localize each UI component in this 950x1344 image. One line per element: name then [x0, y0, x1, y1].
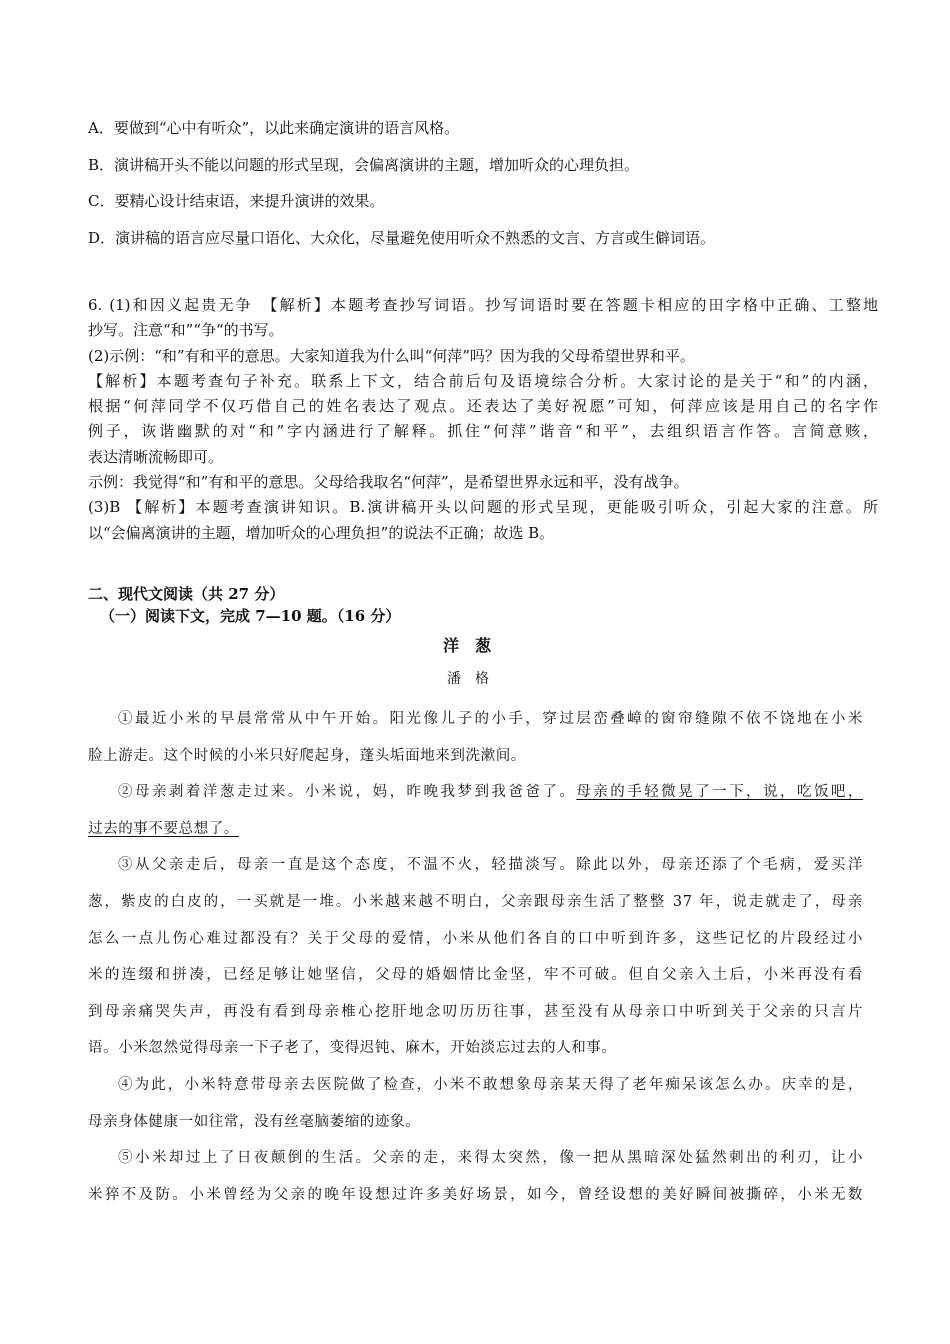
answer-line: (2)示例：“和”有和平的意思。大家知道我为什么叫“何萍”吗？因为我的父母希望世界和平。 — [88, 346, 695, 365]
paragraph-4-line: 母亲身体健康一如往常，没有丝毫脑萎缩的迹象。 — [88, 1113, 421, 1130]
option-a: A．要做到“心中有听众”，以此来确定演讲的语言风格。 — [88, 119, 460, 137]
paragraph-3-line: 葱，紫皮的白皮的，一买就是一堆。小米越来越不明白，父亲跟母亲生活了整整 37 年，说走就走了，母亲 — [88, 893, 863, 910]
article-body — [88, 701, 863, 1213]
answer-line: 抄写。注意“和”“争“的书写。 — [88, 321, 284, 340]
paragraph-5-line: ⑤小米却过上了日夜颠倒的生活。父亲的走，来得太突然，像一把从黑暗深处猛然刺出的利刃，让小 — [118, 1150, 863, 1167]
answer-line: 表达清晰流畅即可。 — [88, 447, 224, 466]
reading-section — [88, 583, 878, 627]
paragraph-2-text: ②母亲剥着洋葱走过来。小米说，妈，昨晚我梦到我爸爸了。 — [118, 784, 577, 801]
paragraph-2-line — [88, 811, 863, 848]
answer-line: 示例：我觉得“和”有和平的意思。父母给我取名“何萍”，是希望世界永远和平，没有战争。 — [88, 473, 689, 492]
answer-line: 根据“何萍同学不仅巧借自己的姓名表达了观点。还表达了美好祝愿”可知，何萍应该是用自己的名字作 — [88, 397, 878, 416]
option-d: D．演讲稿的语言应尽量口语化、大众化，尽量避免使用听众不熟悉的文言、方言或生僻词语。 — [88, 228, 716, 247]
answer-line: 6. (1)和因义起贵无争 【解析】本题考查抄写词语。抄写词语时要在答题卡相应的田字格中正确、工整地 — [88, 296, 878, 314]
answer-line: 【解析】本题考查句子补充。联系上下文，结合前后句及语境综合分析。大家讨论的是关于“和”的内涵， — [88, 371, 878, 390]
paragraph-3-line: 米的连缀和拼凑，已经足够让她坚信，父母的婚姻情比金坚，牢不可破。但自父亲入土后，小米再没有看 — [88, 967, 863, 984]
answer-analysis-q6 — [88, 293, 878, 546]
answer-line: 以“会偏离演讲的主题，增加听众的心理负担”的说法不正确；故选 B。 — [88, 523, 555, 542]
section-subheading: （一）阅读下文，完成 7—10 题。（16 分） — [100, 607, 401, 625]
answer-options — [88, 117, 888, 263]
option-b: B．演讲稿开头不能以问题的形式呈现，会偏离演讲的主题，增加听众的心理负担。 — [88, 155, 640, 174]
paragraph-5-line: 米猝不及防。小米曾经为父亲的晚年设想过许多美好场景，如今，曾经设想的美好瞬间被撕碎，小米无数 — [88, 1186, 863, 1203]
underlined-sentence-end: 过去的事不要总想了。 — [88, 820, 239, 837]
paragraph-3-line: ③从父亲走后，母亲一直是这个态度，不温不火，轻描淡写。除此以外，母亲还添了个毛病，爱买洋 — [118, 857, 863, 874]
paragraph-3-line: 怎么一点儿伤心难过都没有？关于父母的爱情，小米从他们各自的口中听到许多，这些记忆的片段经过小 — [88, 930, 863, 947]
answer-line: (3)B 【解析】本题考查演讲知识。B.演讲稿开头以问题的形式呈现，更能吸引听众，引起大家的注意。所 — [88, 498, 878, 517]
paragraph-4-line: ④为此，小米特意带母亲去医院做了检查，小米不敢想象母亲某天得了老年痴呆该怎么办。庆幸的是， — [118, 1076, 863, 1093]
option-c: C．要精心设计结束语，来提升演讲的效果。 — [88, 192, 385, 211]
paragraph-3-line: 到母亲痛哭失声，再没有看到母亲椎心挖肝地念叨历历往事，甚至没有从母亲口中听到关于父亲的只言片 — [88, 1003, 863, 1020]
underlined-sentence: 母亲的手轻微晃了一下，说，吃饭吧， — [576, 784, 863, 801]
answer-line: 例子，诙谐幽默的对“和”字内涵进行了解释。抓住“何萍”谐音“和平”，去组织语言作答。言简意赅， — [88, 422, 878, 441]
paragraph-1-line: 脸上游走。这个时候的小米只好爬起身，蓬头垢面地来到洗漱间。 — [88, 747, 526, 764]
paragraph-2-line — [88, 774, 863, 811]
paragraph-3-line: 语。小米忽然觉得母亲一下子老了，变得迟钝、麻木，开始淡忘过去的人和事。 — [88, 1040, 617, 1057]
paragraph-1-line: ①最近小米的早晨常常从中午开始。阳光像儿子的小手，穿过层峦叠嶂的窗帘缝隙不依不饶地在小米 — [118, 711, 863, 727]
section-heading: 二、现代文阅读（共 27 分） — [88, 585, 285, 603]
article-author: 潘格 — [447, 671, 503, 687]
article-title: 洋葱 — [442, 636, 507, 655]
